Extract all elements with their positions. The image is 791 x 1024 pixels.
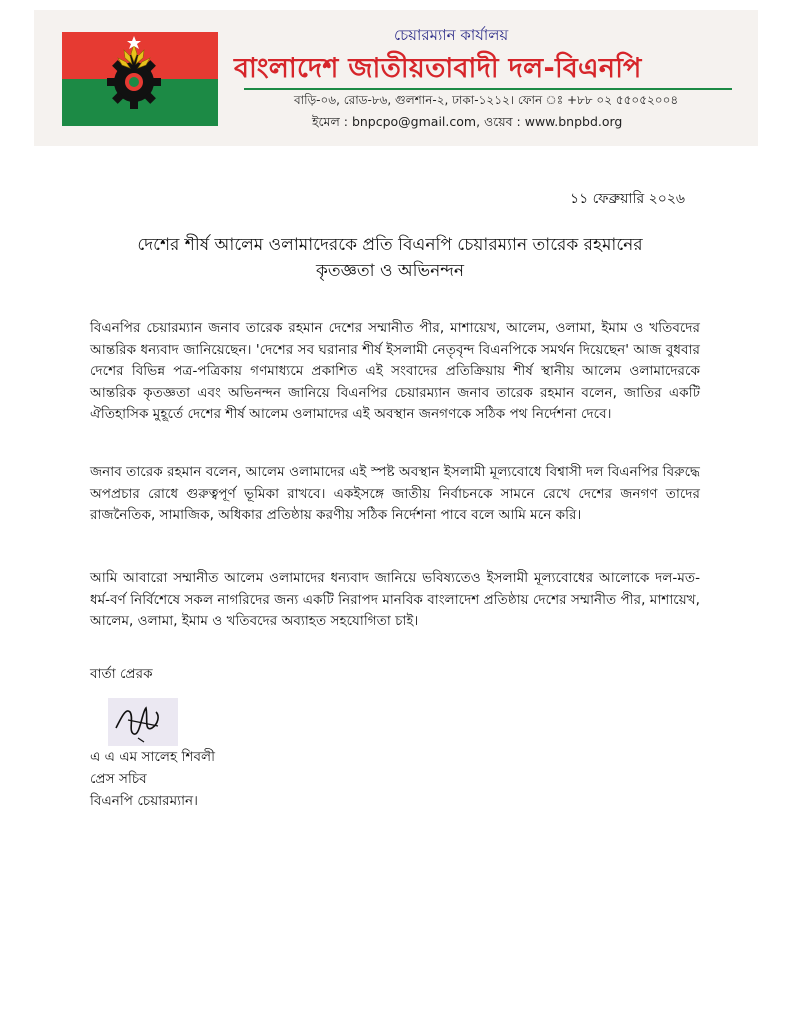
bnp-flag-logo	[62, 32, 218, 126]
letterhead-address: বাড়ি-০৬, রোড-৮৬, গুলশান-২, ঢাকা-১২১২। ফোন ঃ +৮৮ ০২ ৫৫০৫২০০৪	[294, 93, 679, 107]
signatory-organization: বিএনপি চেয়ারম্যান।	[90, 793, 199, 809]
release-title	[90, 232, 690, 284]
letterhead-contact: ইমেল : bnpcpo@gmail.com, ওয়েব : www.bnpbd.org	[312, 114, 623, 129]
party-name-heading: বাংলাদেশ জাতীয়তাবাদী দল-বিএনপি	[234, 53, 642, 84]
signatory-name: এ এ এম সালেহ শিবলী	[90, 749, 216, 765]
sender-label: বার্তা প্রেরক	[90, 666, 153, 682]
party-name-underline	[244, 88, 732, 90]
release-title-line: দেশের শীর্ষ আলেম ওলামাদেরকে প্রতি বিএনপি চেয়ারম্যান তারেক রহমানের	[137, 235, 643, 255]
paddy-cog-emblem-icon	[62, 32, 218, 126]
body-paragraph: বিএনপির চেয়ারম্যান জনাব তারেক রহমান দেশের সম্মানীত পীর, মাশায়েখ, আলেম, ওলামা, ইমাম ও খতিবদের আন্তরিক ধন্যবাদ জানিয়েছেন। 'দেশের সব ঘরানার শীর্ষ ইসলামী নেতৃবৃন্দ বিএনপিকে সমর্থন দিয়েছেন' আজ বুধবার দেশের বিভিন্ন পত্র-পত্রিকায় গণমাধ্যমে প্রকাশিত এই সংবাদের প্রতিক্রিয়ায় শীর্ষ স্থানীয় আলেম ওলামাদেরকে আন্তরিক কৃতজ্ঞতা এবং অভিনন্দন জানিয়ে বিএনপির চেয়ারম্যান জনাব তারেক রহমান বলেন, জাতির একটি ঐতিহাসিক মুহূর্তে দেশের শীর্ষ আলেম ওলামাদের এই অবস্থান জনগণকে সঠিক পথ নির্দেশনা দেবে।	[90, 320, 700, 422]
body-paragraph: জনাব তারেক রহমান বলেন, আলেম ওলামাদের এই স্পষ্ট অবস্থান ইসলামী মূল্যবোধে বিশ্বাসী দল বিএনপির বিরুদ্ধে অপপ্রচার রোধে গুরুত্বপূর্ণ ভূমিকা রাখবে। একইসঙ্গে জাতীয় নির্বাচনকে সামনে রেখে দেশের জনগণ তাদের রাজনৈতিক, সামাজিক, অধিকার প্রতিষ্ঠায় করণীয় সঠিক নির্দেশনা পাবে বলে আমি মনে করি।	[90, 464, 700, 523]
handwritten-signature	[108, 698, 178, 746]
body-paragraph: আমি আবারো সম্মানীত আলেম ওলামাদের ধন্যবাদ জানিয়ে ভবিষ্যতেও ইসলামী মূল্যবোধের আলোকে দল-মত-ধর্ম-বর্ণ নির্বিশেষে সকল নাগরিদের জন্য একটি নিরাপদ মানবিক বাংলাদেশ প্রতিষ্ঠায় দেশের সম্মানীত পীর, মাশায়েখ, আলেম, ওলামা, ইমাম ও খতিবদের অব্যাহত সহযোগিতা চাই।	[90, 570, 700, 629]
release-date: ১১ ফেব্রুয়ারি ২০২৬	[570, 191, 686, 207]
release-title-line: কৃতজ্ঞতা ও অভিনন্দন	[315, 261, 465, 281]
chairman-office-heading: চেয়ারম্যান কার্যালয়	[394, 26, 509, 44]
signatory-designation: প্রেস সচিব	[90, 771, 147, 787]
letterhead	[34, 10, 758, 146]
